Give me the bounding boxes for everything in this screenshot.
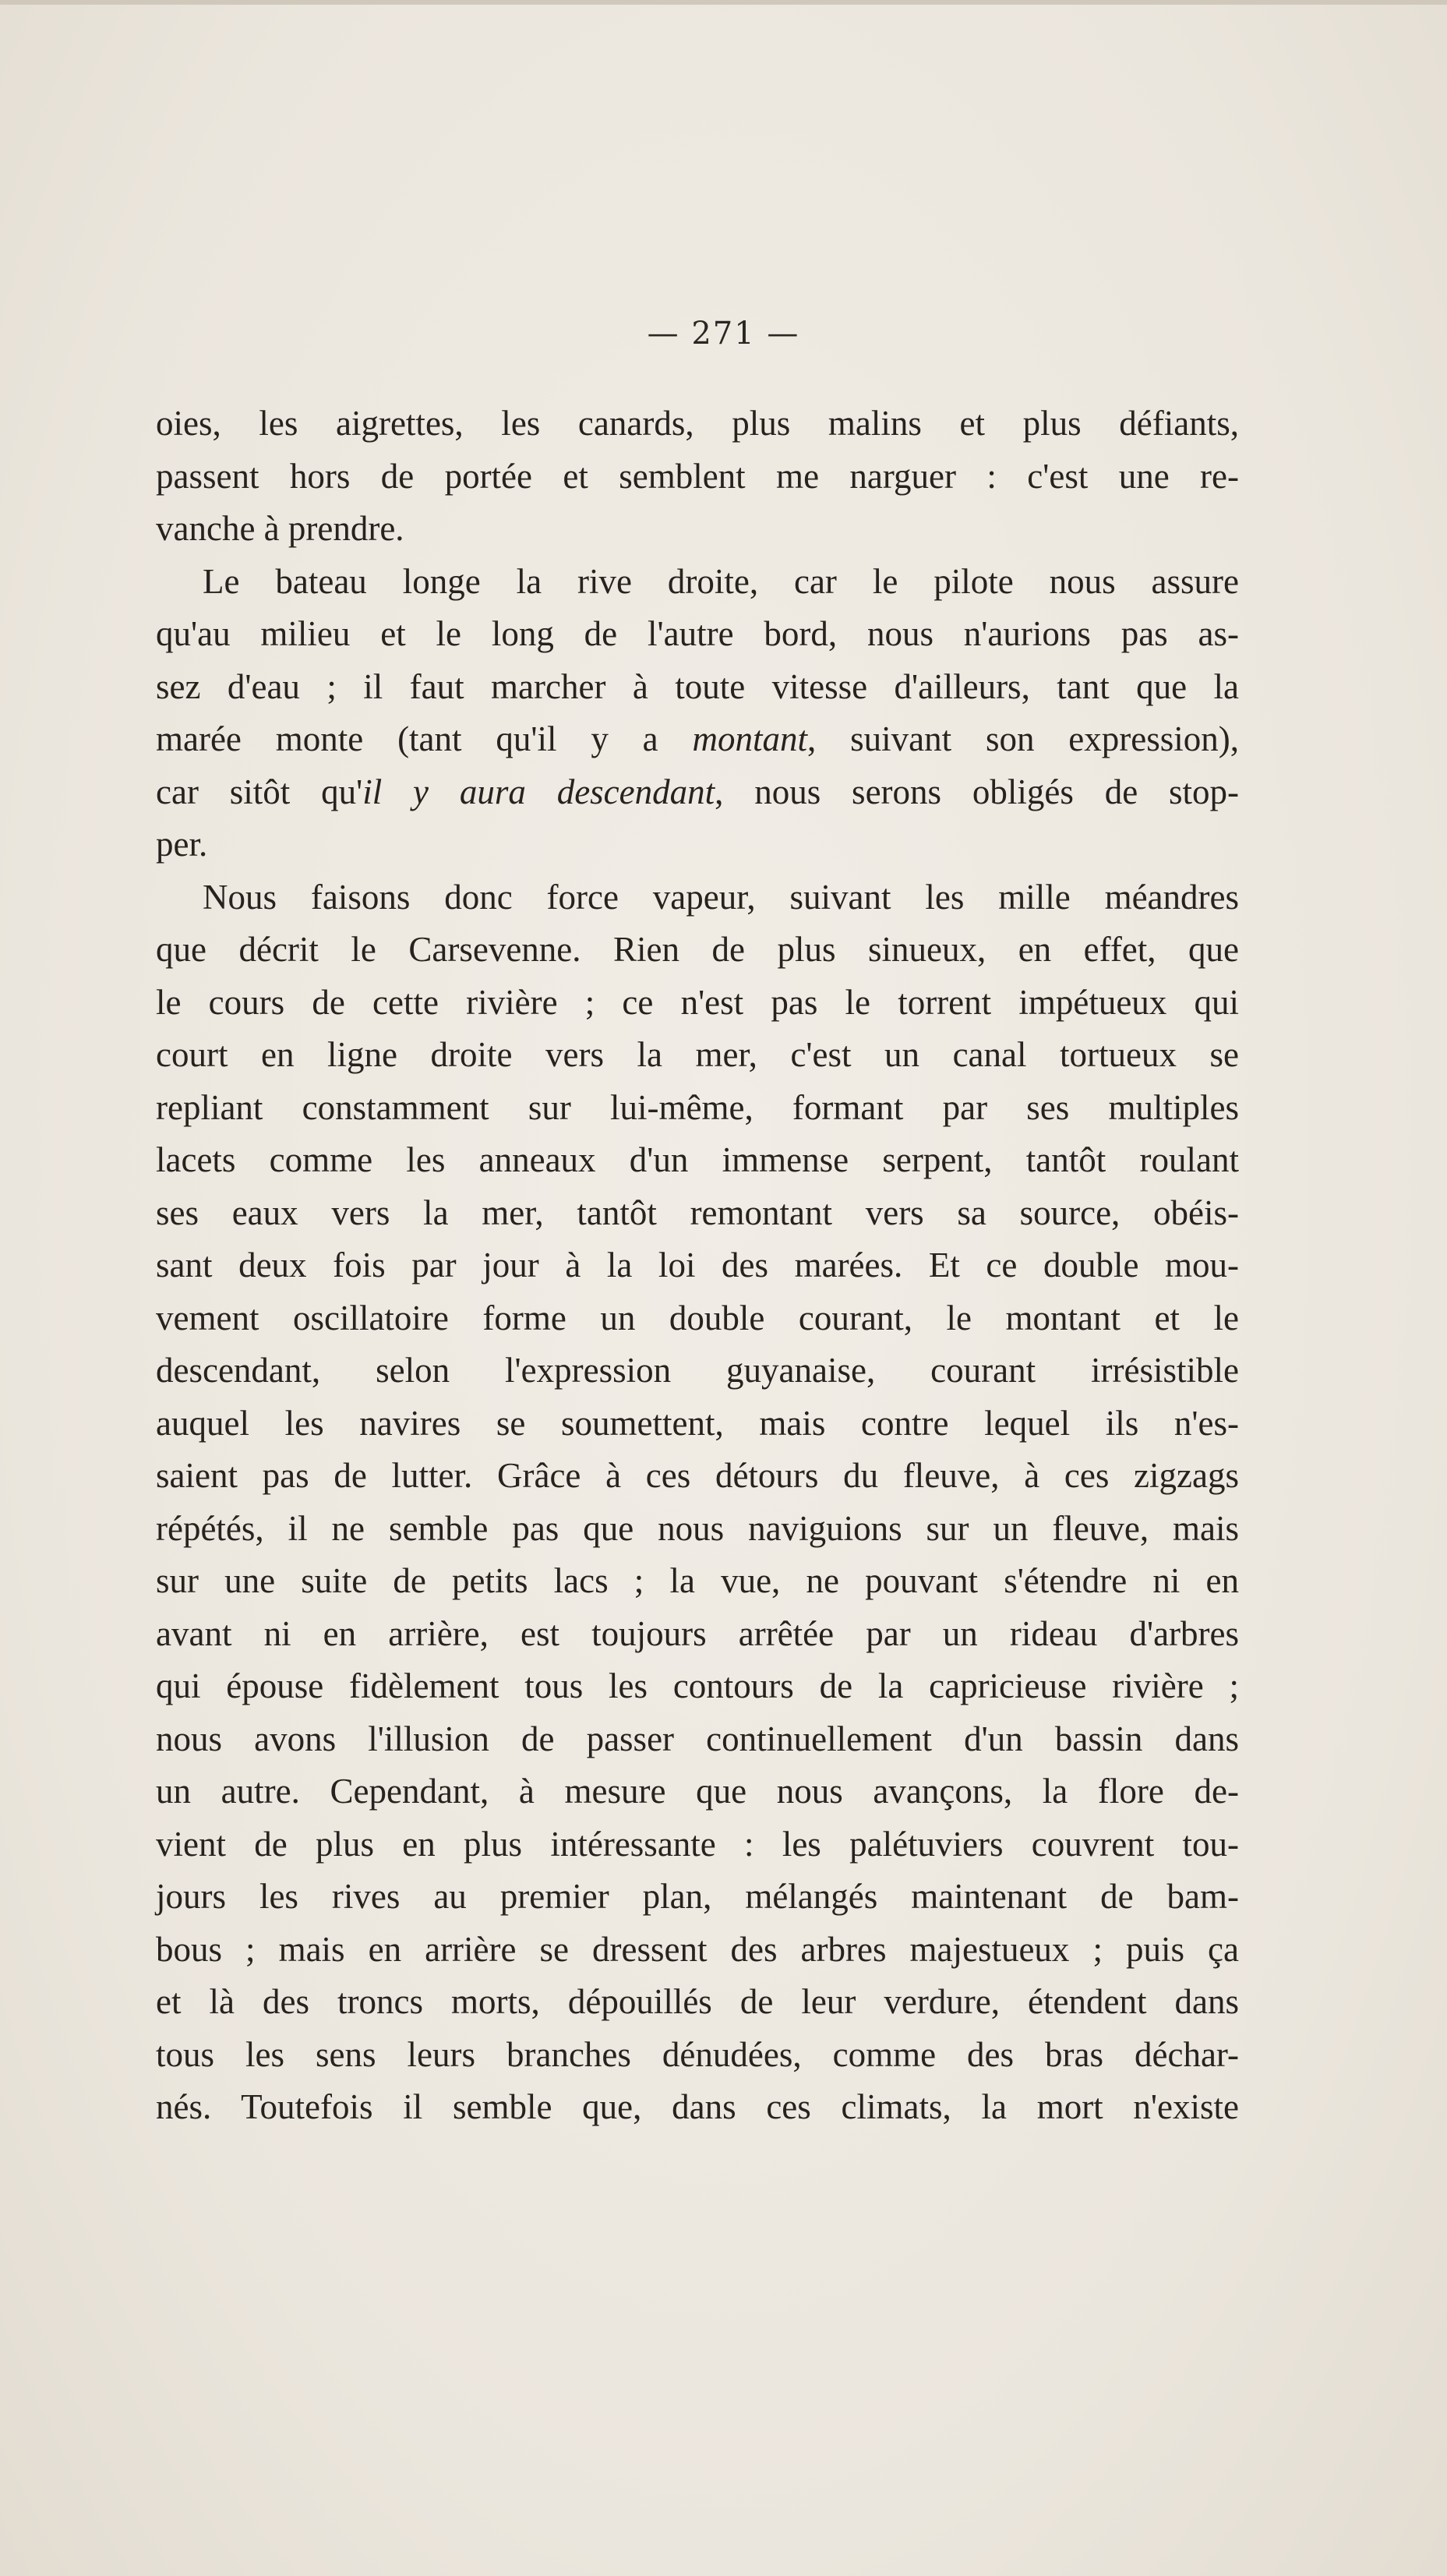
text-line: per. xyxy=(156,825,208,864)
text-line: sant deux fois par jour à la loi des marées. Et ce double mou- xyxy=(156,1246,1239,1284)
text-segment: car sitôt qu' xyxy=(156,772,363,811)
page-top-edge xyxy=(0,0,1447,5)
text-segment: , suivant son expression), xyxy=(807,719,1239,758)
text-line: vement oscillatoire forme un double courant, le montant et le xyxy=(156,1298,1239,1337)
text-line: un autre. Cependant, à mesure que nous avançons, la flore de- xyxy=(156,1772,1239,1811)
text-line: et là des troncs morts, dépouillés de leur verdure, étendent dans xyxy=(156,1982,1239,2021)
text-line: nous avons l'illusion de passer continuellement d'un bassin dans xyxy=(156,1719,1239,1758)
text-line: avant ni en arrière, est toujours arrêtée par un rideau d'arbres xyxy=(156,1613,1239,1653)
page-number: — 271 — xyxy=(647,316,800,352)
text-line: jours les rives au premier plan, mélangés maintenant de bam- xyxy=(156,1877,1239,1916)
text-line xyxy=(156,766,1239,819)
text-line: auquel les navires se soumettent, mais contre lequel ils n'es- xyxy=(156,1403,1239,1443)
text-segment: , nous serons obligés de stop- xyxy=(715,772,1239,811)
body-text xyxy=(156,398,1239,2134)
text-line: le cours de cette rivière ; ce n'est pas le torrent impétueux qui xyxy=(156,982,1239,1022)
italic-phrase: montant xyxy=(692,719,808,758)
text-line: que décrit le Carsevenne. Rien de plus sinueux, en effet, que xyxy=(156,930,1239,969)
text-segment: marée monte (tant qu'il y a xyxy=(156,719,693,758)
text-line: lacets comme les anneaux d'un immense serpent, tantôt roulant xyxy=(156,1140,1239,1179)
text-line: bous ; mais en arrière se dressent des arbres majestueux ; puis ça xyxy=(156,1929,1239,1969)
italic-phrase: il y aura descendant xyxy=(362,772,715,811)
text-line: sur une suite de petits lacs ; la vue, ne pouvant s'étendre ni en xyxy=(156,1561,1239,1600)
text-line: descendant, selon l'expression guyanaise, courant irrésistible xyxy=(156,1351,1239,1390)
text-line: Nous faisons donc force vapeur, suivant les mille méandres xyxy=(203,877,1239,917)
text-line: ses eaux vers la mer, tantôt remontant vers sa source, obéis- xyxy=(156,1193,1239,1232)
text-line: Le bateau longe la rive droite, car le pilote nous assure xyxy=(203,561,1239,601)
text-line: vient de plus en plus intéressante : les palétuviers couvrent tou- xyxy=(156,1824,1239,1864)
text-line: sez d'eau ; il faut marcher à toute vitesse d'ailleurs, tant que la xyxy=(156,666,1239,706)
text-line: court en ligne droite vers la mer, c'est un canal tortueux se xyxy=(156,1035,1239,1074)
text-line: saient pas de lutter. Grâce à ces détours du fleuve, à ces zigzags xyxy=(156,1456,1239,1495)
text-line: qu'au milieu et le long de l'autre bord, nous n'aurions pas as- xyxy=(156,614,1239,653)
text-line: passent hors de portée et semblent me narguer : c'est une re- xyxy=(156,456,1239,496)
text-line xyxy=(156,713,1239,766)
text-line: vanche à prendre. xyxy=(156,509,404,548)
text-line: tous les sens leurs branches dénudées, comme des bras déchar- xyxy=(156,2034,1239,2074)
text-line: répétés, il ne semble pas que nous naviguions sur un fleuve, mais xyxy=(156,1508,1239,1548)
text-line: repliant constamment sur lui-même, formant par ses multiples xyxy=(156,1087,1239,1127)
text-line: qui épouse fidèlement tous les contours de la capricieuse rivière ; xyxy=(156,1666,1239,1705)
text-line: oies, les aigrettes, les canards, plus malins et plus défiants, xyxy=(156,404,1239,443)
text-line: nés. Toutefois il semble que, dans ces climats, la mort n'existe xyxy=(156,2087,1239,2126)
